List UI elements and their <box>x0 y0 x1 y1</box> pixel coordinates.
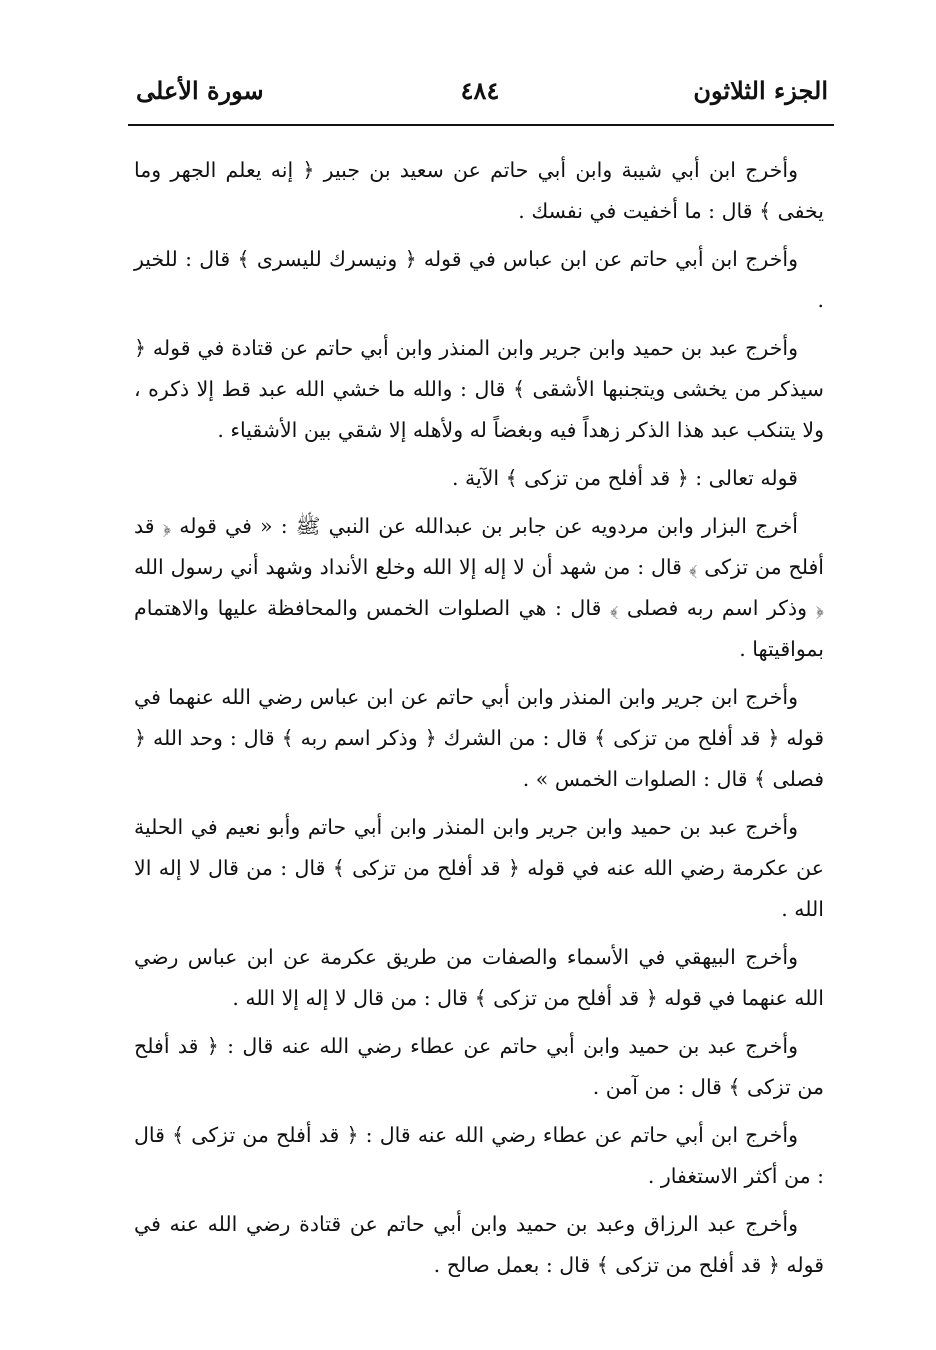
surah-title: سورة الأعلى <box>136 76 264 105</box>
paragraph: وأخرج عبد الرزاق وعبد بن حميد وابن أبي حاتم عن قتادة رضي الله عنه في قوله ﴿ قد أفلح من تزكى ﴾ قال : بعمل صالح . <box>134 1212 824 1277</box>
paragraph: وأخرج ابن أبي حاتم عن ابن عباس في قوله ﴿ ونيسرك لليسرى ﴾ قال : للخير . <box>134 247 824 312</box>
paragraph: وأخرج عبد بن حميد وابن أبي حاتم عن عطاء رضي الله عنه قال : ﴿ قد أفلح من تزكى ﴾ قال : من آمن . <box>134 1034 824 1099</box>
paragraph: وأخرج ابن جرير وابن المنذر وابن أبي حاتم عن ابن عباس رضي الله عنهما في قوله ﴿ قد أفلح من تزكى ﴾ قال : من الشرك ﴿ وذكر اسم ربه ﴾ قال : وحد الله ﴿ فصلى ﴾ قال : الصلوات الخمس » . <box>134 685 824 791</box>
page-number: ٤٨٤ <box>460 76 500 105</box>
paragraph: وأخرج عبد بن حميد وابن جرير وابن المنذر وابن أبي حاتم عن قتادة في قوله ﴿ سيذكر من يخشى ويتجنبها الأشقى ﴾ قال : والله ما خشي الله عبد قط إلا ذكره ، ولا يتنكب عبد هذا الذكر زهداً فيه وبغضاً له ولأهله إلا شقي بين الأشقياء . <box>134 336 824 442</box>
page-body <box>134 150 824 1293</box>
paragraph: أخرج البزار وابن مردويه عن جابر بن عبدالله عن النبي ﷺ : « في قوله ﴿ قد أفلح من تزكى ﴾ قال : من شهد أن لا إله إلا الله وخلع الأنداد وشهد أني رسول الله ﴿ وذكر اسم ربه فصلى ﴾ قال : هي الصلوات الخمس والمحافظة عليها والاهتمام بمواقيتها . <box>134 514 824 661</box>
section-heading: قوله تعالى : ﴿ قد أفلح من تزكى ﴾ الآية . <box>451 466 798 490</box>
header-rule <box>128 124 834 126</box>
paragraph: وأخرج ابن أبي حاتم عن عطاء رضي الله عنه قال : ﴿ قد أفلح من تزكى ﴾ قال : من أكثر الاستغفار . <box>134 1123 824 1188</box>
running-header <box>128 70 832 116</box>
paragraph: وأخرج ابن أبي شيبة وابن أبي حاتم عن سعيد بن جبير ﴿ إنه يعلم الجهر وما يخفى ﴾ قال : ما أخفيت في نفسك . <box>134 158 824 223</box>
paragraph: وأخرج عبد بن حميد وابن جرير وابن المنذر وابن أبي حاتم وأبو نعيم في الحلية عن عكرمة رضي الله عنه في قوله ﴿ قد أفلح من تزكى ﴾ قال : من قال لا إله الا الله . <box>134 815 824 921</box>
juz-title: الجزء الثلاثون <box>693 76 828 105</box>
paragraph: وأخرج البيهقي في الأسماء والصفات من طريق عكرمة عن ابن عباس رضي الله عنهما في قوله ﴿ قد أفلح من تزكى ﴾ قال : من قال لا إله إلا الله . <box>134 945 824 1010</box>
